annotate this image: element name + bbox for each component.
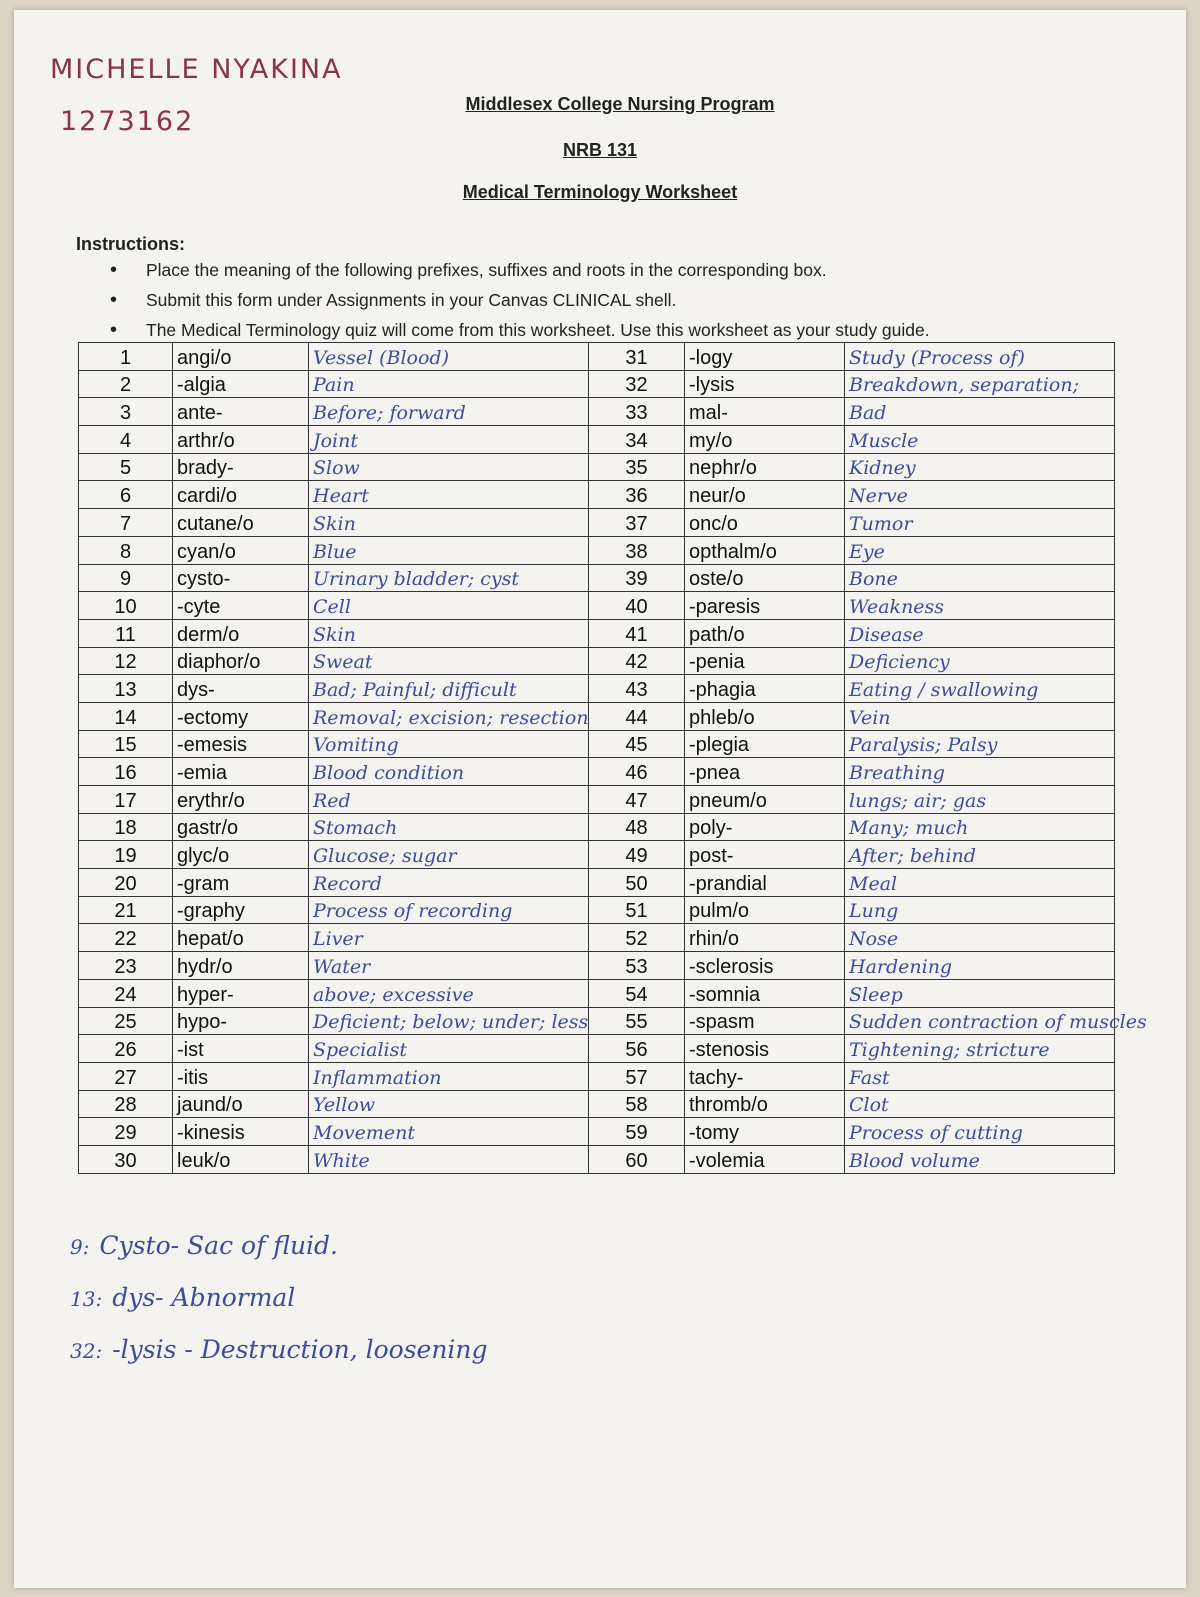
table-row bbox=[79, 952, 1115, 980]
instruction-item: • Submit this form under Assignments in your Canvas CLINICAL shell. bbox=[110, 285, 930, 315]
term-word: -cyte bbox=[173, 592, 309, 620]
term-meaning bbox=[845, 619, 1115, 647]
table-row bbox=[79, 564, 1115, 592]
term-number: 20 bbox=[79, 869, 173, 897]
term-meaning bbox=[309, 1118, 589, 1146]
term-number: 17 bbox=[79, 786, 173, 814]
handwritten-answer: Red bbox=[313, 789, 351, 812]
term-word: thromb/o bbox=[685, 1090, 845, 1118]
term-number: 56 bbox=[589, 1035, 685, 1063]
instruction-item: • Place the meaning of the following prefixes, suffixes and roots in the corresponding box. bbox=[110, 255, 930, 285]
term-number: 1 bbox=[79, 343, 173, 371]
table-row bbox=[79, 1062, 1115, 1090]
term-word: arthr/o bbox=[173, 426, 309, 454]
term-meaning bbox=[845, 758, 1115, 786]
term-word: -itis bbox=[173, 1062, 309, 1090]
term-word: pulm/o bbox=[685, 896, 845, 924]
term-word: -graphy bbox=[173, 896, 309, 924]
term-word: onc/o bbox=[685, 509, 845, 537]
term-word: hypo- bbox=[173, 1007, 309, 1035]
term-meaning bbox=[309, 564, 589, 592]
term-number: 44 bbox=[589, 702, 685, 730]
term-word: opthalm/o bbox=[685, 536, 845, 564]
term-meaning bbox=[309, 536, 589, 564]
table-row bbox=[79, 1145, 1115, 1173]
note-index: 9: bbox=[70, 1235, 90, 1259]
handwritten-answer: Heart bbox=[313, 485, 369, 508]
handwritten-answer: Skin bbox=[313, 623, 356, 646]
term-meaning bbox=[309, 1007, 589, 1035]
table-row bbox=[79, 675, 1115, 703]
term-number: 57 bbox=[589, 1062, 685, 1090]
table-row bbox=[79, 786, 1115, 814]
table-row bbox=[79, 536, 1115, 564]
note-line bbox=[70, 1324, 488, 1376]
term-word: leuk/o bbox=[173, 1145, 309, 1173]
term-number: 13 bbox=[79, 675, 173, 703]
term-number: 4 bbox=[79, 426, 173, 454]
term-number: 3 bbox=[79, 398, 173, 426]
term-number: 7 bbox=[79, 509, 173, 537]
table-row bbox=[79, 841, 1115, 869]
handwritten-answer: Lung bbox=[849, 900, 899, 923]
term-word: oste/o bbox=[685, 564, 845, 592]
handwritten-answer: Cell bbox=[313, 595, 351, 618]
note-text: -lysis - Destruction, loosening bbox=[112, 1335, 488, 1364]
student-name: MICHELLE NYAKINA bbox=[50, 54, 343, 85]
term-word: -lysis bbox=[685, 370, 845, 398]
instructions-title: Instructions: bbox=[76, 234, 186, 254]
handwritten-answer: Muscle bbox=[849, 429, 919, 452]
handwritten-answer: Sudden contraction of muscles bbox=[849, 1011, 1147, 1034]
term-number: 38 bbox=[589, 536, 685, 564]
table-row bbox=[79, 1090, 1115, 1118]
term-word: cardi/o bbox=[173, 481, 309, 509]
term-word: brady- bbox=[173, 453, 309, 481]
handwritten-answer: Hardening bbox=[849, 955, 953, 978]
term-word: -paresis bbox=[685, 592, 845, 620]
term-meaning bbox=[309, 1090, 589, 1118]
handwritten-answer: Yellow bbox=[313, 1094, 375, 1117]
term-meaning bbox=[845, 841, 1115, 869]
term-word: phleb/o bbox=[685, 702, 845, 730]
term-meaning bbox=[845, 1007, 1147, 1035]
term-word: -logy bbox=[685, 343, 845, 371]
handwritten-answer: Process of recording bbox=[313, 900, 513, 923]
term-number: 35 bbox=[589, 453, 685, 481]
handwritten-answer: Blue bbox=[313, 540, 357, 563]
note-line bbox=[70, 1220, 488, 1272]
handwritten-answer: Clot bbox=[849, 1094, 889, 1117]
term-meaning bbox=[845, 1062, 1115, 1090]
term-word: tachy- bbox=[685, 1062, 845, 1090]
student-id: 1273162 bbox=[60, 106, 195, 137]
term-meaning bbox=[845, 786, 1115, 814]
term-meaning bbox=[845, 426, 1115, 454]
term-word: -algia bbox=[173, 370, 309, 398]
table-row bbox=[79, 398, 1115, 426]
term-word: hepat/o bbox=[173, 924, 309, 952]
term-number: 30 bbox=[79, 1145, 173, 1173]
handwritten-answer: Liver bbox=[313, 928, 363, 951]
term-number: 46 bbox=[589, 758, 685, 786]
term-meaning bbox=[845, 1090, 1115, 1118]
note-index: 13: bbox=[70, 1287, 103, 1311]
term-meaning bbox=[309, 869, 589, 897]
handwritten-answer: Pain bbox=[313, 374, 355, 397]
term-word: derm/o bbox=[173, 619, 309, 647]
handwritten-answer: Nerve bbox=[849, 485, 908, 508]
term-meaning bbox=[309, 758, 589, 786]
term-meaning bbox=[845, 398, 1115, 426]
table-row bbox=[79, 647, 1115, 675]
term-meaning bbox=[309, 952, 589, 980]
term-meaning bbox=[309, 896, 589, 924]
handwritten-notes bbox=[70, 1220, 488, 1376]
handwritten-answer: Kidney bbox=[849, 457, 916, 480]
term-meaning bbox=[845, 813, 1115, 841]
term-number: 42 bbox=[589, 647, 685, 675]
term-number: 34 bbox=[589, 426, 685, 454]
table-row bbox=[79, 869, 1115, 897]
worksheet-page bbox=[14, 10, 1186, 1588]
term-number: 41 bbox=[589, 619, 685, 647]
term-meaning bbox=[309, 370, 589, 398]
term-meaning bbox=[309, 509, 589, 537]
term-number: 33 bbox=[589, 398, 685, 426]
term-word: mal- bbox=[685, 398, 845, 426]
term-meaning bbox=[845, 647, 1115, 675]
term-number: 54 bbox=[589, 979, 685, 1007]
term-number: 36 bbox=[589, 481, 685, 509]
handwritten-answer: Nose bbox=[849, 928, 899, 951]
term-number: 40 bbox=[589, 592, 685, 620]
handwritten-answer: Study (Process of) bbox=[849, 346, 1025, 369]
table-row bbox=[79, 619, 1115, 647]
handwritten-answer: Bad; Painful; difficult bbox=[313, 678, 517, 701]
term-word: rhin/o bbox=[685, 924, 845, 952]
term-word: pneum/o bbox=[685, 786, 845, 814]
handwritten-answer: Deficient; below; under; less bbox=[313, 1011, 589, 1034]
term-meaning bbox=[845, 592, 1115, 620]
term-number: 45 bbox=[589, 730, 685, 758]
term-word: my/o bbox=[685, 426, 845, 454]
term-meaning bbox=[845, 896, 1115, 924]
term-word: path/o bbox=[685, 619, 845, 647]
table-row bbox=[79, 1118, 1115, 1146]
handwritten-answer: Weakness bbox=[849, 595, 945, 618]
term-word: erythr/o bbox=[173, 786, 309, 814]
handwritten-answer: Tumor bbox=[849, 512, 913, 535]
term-word: -pnea bbox=[685, 758, 845, 786]
term-number: 14 bbox=[79, 702, 173, 730]
term-number: 31 bbox=[589, 343, 685, 371]
handwritten-answer: Fast bbox=[849, 1066, 890, 1089]
handwritten-answer: Glucose; sugar bbox=[313, 845, 457, 868]
term-number: 49 bbox=[589, 841, 685, 869]
term-word: hyper- bbox=[173, 979, 309, 1007]
handwritten-answer: Paralysis; Palsy bbox=[849, 734, 998, 757]
term-meaning bbox=[845, 536, 1115, 564]
handwritten-answer: Tightening; stricture bbox=[849, 1038, 1050, 1061]
table-row bbox=[79, 702, 1115, 730]
term-word: -prandial bbox=[685, 869, 845, 897]
term-word: -emia bbox=[173, 758, 309, 786]
term-meaning bbox=[845, 453, 1115, 481]
term-meaning bbox=[845, 924, 1115, 952]
term-number: 53 bbox=[589, 952, 685, 980]
term-meaning bbox=[309, 924, 589, 952]
handwritten-answer: Blood volume bbox=[849, 1149, 980, 1172]
table-row bbox=[79, 979, 1115, 1007]
term-number: 8 bbox=[79, 536, 173, 564]
term-meaning bbox=[309, 343, 589, 371]
term-meaning bbox=[845, 702, 1115, 730]
term-word: -sclerosis bbox=[685, 952, 845, 980]
term-word: angi/o bbox=[173, 343, 309, 371]
term-number: 28 bbox=[79, 1090, 173, 1118]
program-title: Middlesex College Nursing Program bbox=[465, 94, 775, 114]
term-number: 16 bbox=[79, 758, 173, 786]
term-number: 27 bbox=[79, 1062, 173, 1090]
term-number: 12 bbox=[79, 647, 173, 675]
instructions-list bbox=[110, 255, 930, 345]
term-meaning bbox=[845, 343, 1115, 371]
term-number: 9 bbox=[79, 564, 173, 592]
term-meaning bbox=[845, 730, 1115, 758]
term-word: gastr/o bbox=[173, 813, 309, 841]
handwritten-answer: Specialist bbox=[313, 1038, 408, 1061]
table-row bbox=[79, 896, 1115, 924]
handwritten-answer: Sleep bbox=[849, 983, 903, 1006]
term-number: 52 bbox=[589, 924, 685, 952]
term-meaning bbox=[845, 1035, 1115, 1063]
term-number: 58 bbox=[589, 1090, 685, 1118]
term-number: 59 bbox=[589, 1118, 685, 1146]
handwritten-answer: Meal bbox=[849, 872, 898, 895]
term-meaning bbox=[309, 592, 589, 620]
term-number: 47 bbox=[589, 786, 685, 814]
handwritten-answer: Bone bbox=[849, 568, 898, 591]
term-meaning bbox=[845, 564, 1115, 592]
handwritten-answer: Slow bbox=[313, 457, 360, 480]
handwritten-answer: Before; forward bbox=[313, 402, 466, 425]
term-number: 37 bbox=[589, 509, 685, 537]
term-word: -emesis bbox=[173, 730, 309, 758]
handwritten-answer: Water bbox=[313, 955, 371, 978]
term-word: -penia bbox=[685, 647, 845, 675]
term-word: post- bbox=[685, 841, 845, 869]
handwritten-answer: Breathing bbox=[849, 762, 945, 784]
term-word: -kinesis bbox=[173, 1118, 309, 1146]
handwritten-answer: Many; much bbox=[849, 817, 969, 840]
term-word: -gram bbox=[173, 869, 309, 897]
term-word: nephr/o bbox=[685, 453, 845, 481]
term-word: cysto- bbox=[173, 564, 309, 592]
table-row bbox=[79, 426, 1115, 454]
term-meaning bbox=[309, 979, 589, 1007]
term-number: 21 bbox=[79, 896, 173, 924]
term-number: 26 bbox=[79, 1035, 173, 1063]
term-number: 18 bbox=[79, 813, 173, 841]
term-meaning bbox=[309, 426, 589, 454]
term-number: 15 bbox=[79, 730, 173, 758]
term-meaning bbox=[309, 398, 589, 426]
handwritten-answer: Process of cutting bbox=[849, 1121, 1023, 1144]
term-number: 51 bbox=[589, 896, 685, 924]
term-number: 23 bbox=[79, 952, 173, 980]
term-number: 24 bbox=[79, 979, 173, 1007]
term-word: jaund/o bbox=[173, 1090, 309, 1118]
note-text: dys- Abnormal bbox=[112, 1283, 296, 1312]
term-number: 11 bbox=[79, 619, 173, 647]
term-word: -ist bbox=[173, 1035, 309, 1063]
term-number: 6 bbox=[79, 481, 173, 509]
term-meaning bbox=[845, 1118, 1115, 1146]
terminology-table bbox=[78, 342, 1147, 1174]
term-word: -volemia bbox=[685, 1145, 845, 1173]
term-meaning bbox=[845, 1145, 1115, 1173]
worksheet-title: Medical Terminology Worksheet bbox=[462, 182, 738, 202]
term-number: 22 bbox=[79, 924, 173, 952]
term-meaning bbox=[309, 1035, 589, 1063]
term-meaning bbox=[845, 675, 1115, 703]
table-row bbox=[79, 509, 1115, 537]
handwritten-answer: Bad bbox=[849, 402, 887, 425]
term-meaning bbox=[309, 841, 589, 869]
handwritten-answer: Vessel (Blood) bbox=[313, 346, 449, 369]
handwritten-answer: White bbox=[313, 1149, 370, 1172]
term-number: 5 bbox=[79, 453, 173, 481]
term-word: diaphor/o bbox=[173, 647, 309, 675]
table-row bbox=[79, 924, 1115, 952]
term-number: 32 bbox=[589, 370, 685, 398]
term-word: cyan/o bbox=[173, 536, 309, 564]
term-meaning bbox=[845, 509, 1115, 537]
term-number: 25 bbox=[79, 1007, 173, 1035]
term-number: 19 bbox=[79, 841, 173, 869]
term-meaning bbox=[309, 702, 589, 730]
table-row bbox=[79, 453, 1115, 481]
term-meaning bbox=[845, 979, 1115, 1007]
handwritten-answer: Disease bbox=[849, 623, 924, 646]
term-word: glyc/o bbox=[173, 841, 309, 869]
table-row bbox=[79, 730, 1115, 758]
term-meaning bbox=[309, 481, 589, 509]
term-meaning bbox=[309, 619, 589, 647]
term-number: 29 bbox=[79, 1118, 173, 1146]
handwritten-answer: Eye bbox=[849, 540, 885, 563]
term-number: 43 bbox=[589, 675, 685, 703]
term-meaning bbox=[309, 730, 589, 758]
note-text: Cysto- Sac of fluid. bbox=[99, 1231, 338, 1260]
term-meaning bbox=[309, 453, 589, 481]
handwritten-answer: Sweat bbox=[313, 651, 373, 674]
term-number: 10 bbox=[79, 592, 173, 620]
term-number: 48 bbox=[589, 813, 685, 841]
handwritten-answer: Skin bbox=[313, 512, 356, 535]
course-code: NRB 131 bbox=[562, 140, 638, 160]
handwritten-answer: Urinary bladder; cyst bbox=[313, 568, 520, 591]
term-word: cutane/o bbox=[173, 509, 309, 537]
handwritten-answer: Movement bbox=[313, 1121, 416, 1144]
handwritten-answer: Stomach bbox=[313, 817, 398, 840]
term-word: poly- bbox=[685, 813, 845, 841]
term-meaning bbox=[845, 952, 1115, 980]
term-word: ante- bbox=[173, 398, 309, 426]
term-meaning bbox=[309, 1145, 589, 1173]
table-row bbox=[79, 481, 1115, 509]
handwritten-answer: above; excessive bbox=[313, 983, 474, 1006]
term-word: -tomy bbox=[685, 1118, 845, 1146]
term-meaning bbox=[309, 786, 589, 814]
handwritten-answer: Removal; excision; resection bbox=[313, 706, 589, 729]
term-number: 60 bbox=[589, 1145, 685, 1173]
term-word: hydr/o bbox=[173, 952, 309, 980]
handwritten-answer: Breakdown, separation; bbox=[849, 374, 1079, 397]
term-meaning bbox=[309, 813, 589, 841]
handwritten-answer: Blood condition bbox=[313, 762, 465, 784]
table-row bbox=[79, 343, 1115, 371]
table-row bbox=[79, 758, 1115, 786]
handwritten-answer: Joint bbox=[313, 429, 359, 452]
term-word: -ectomy bbox=[173, 702, 309, 730]
term-word: -plegia bbox=[685, 730, 845, 758]
term-word: -stenosis bbox=[685, 1035, 845, 1063]
handwritten-answer: Inflammation bbox=[313, 1066, 442, 1089]
term-word: -spasm bbox=[685, 1007, 845, 1035]
term-meaning bbox=[845, 481, 1115, 509]
table-row bbox=[79, 370, 1115, 398]
term-number: 55 bbox=[589, 1007, 685, 1035]
handwritten-answer: After; behind bbox=[849, 845, 976, 868]
instruction-item: • The Medical Terminology quiz will come from this worksheet. Use this worksheet as your study guide. bbox=[110, 315, 930, 345]
table-row bbox=[79, 1035, 1115, 1063]
handwritten-answer: Deficiency bbox=[849, 651, 950, 674]
term-word: -phagia bbox=[685, 675, 845, 703]
note-line bbox=[70, 1272, 488, 1324]
handwritten-answer: Record bbox=[313, 872, 382, 895]
term-word: dys- bbox=[173, 675, 309, 703]
table-row bbox=[79, 1007, 1115, 1035]
handwritten-answer: lungs; air; gas bbox=[849, 789, 987, 812]
term-meaning bbox=[309, 675, 589, 703]
term-number: 2 bbox=[79, 370, 173, 398]
term-word: -somnia bbox=[685, 979, 845, 1007]
handwritten-answer: Eating / swallowing bbox=[849, 678, 1039, 701]
table-row bbox=[79, 813, 1115, 841]
term-number: 50 bbox=[589, 869, 685, 897]
handwritten-answer: Vomiting bbox=[313, 734, 399, 757]
table-row bbox=[79, 592, 1115, 620]
term-meaning bbox=[309, 1062, 589, 1090]
term-meaning bbox=[845, 869, 1115, 897]
handwritten-answer: Vein bbox=[849, 706, 891, 729]
term-word: neur/o bbox=[685, 481, 845, 509]
term-meaning bbox=[309, 647, 589, 675]
note-index: 32: bbox=[70, 1339, 103, 1363]
term-meaning bbox=[845, 370, 1115, 398]
term-number: 39 bbox=[589, 564, 685, 592]
